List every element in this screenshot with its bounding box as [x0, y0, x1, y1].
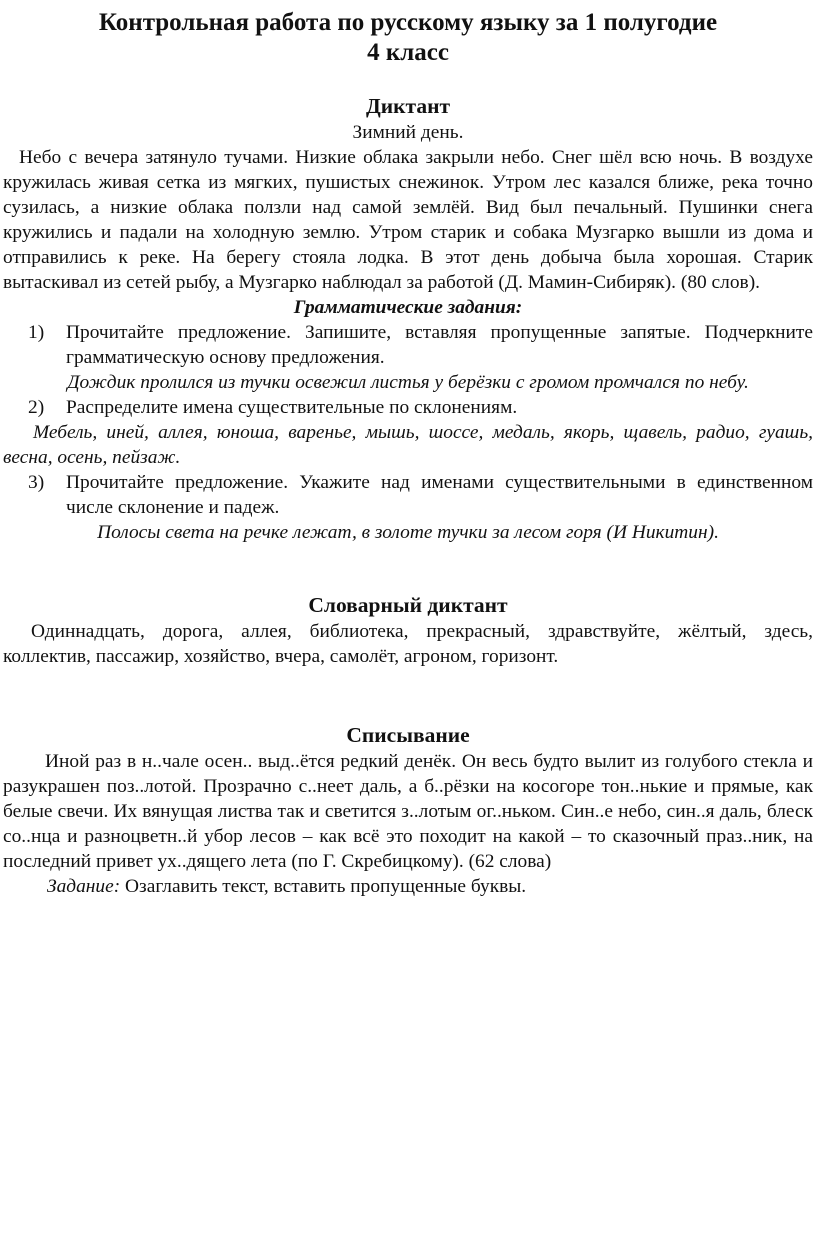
dictation-section: [3, 92, 813, 295]
grammar-section: [3, 295, 813, 545]
task-number: 2): [28, 397, 45, 418]
grammar-task-3: [3, 470, 813, 520]
copying-section: [3, 721, 813, 899]
dictation-subtitle: Зимний день.: [352, 122, 464, 143]
task-instruction: Прочитайте предложение. Запишите, вставляя пропущенные запятые. Подчеркните грамматическую основу предложения.: [66, 322, 813, 368]
vocabulary-heading: Словарный диктант: [308, 593, 508, 617]
page-title-line-1: Контрольная работа по русскому языку за 1 полугодие: [98, 9, 718, 36]
task-text: Озаглавить текст, вставить пропущенные буквы.: [125, 876, 527, 897]
grammar-heading: Грамматические задания:: [293, 297, 523, 318]
vocabulary-section: [3, 591, 813, 669]
task-number: 1): [28, 322, 45, 343]
task-example: Полосы света на речке лежат, в золоте тучки за лесом горя (И Никитин).: [97, 522, 719, 543]
task-number: 3): [28, 472, 45, 493]
task-label: Задание:: [47, 876, 121, 897]
task-example: Мебель, иней, аллея, юноша, варенье, мышь, шоссе, медаль, якорь, щавель, радио, гуашь, весна, осень, пейзаж.: [3, 422, 813, 468]
dictation-text: Небо с вечера затянуло тучами. Низкие облака закрыли небо. Снег шёл всю ночь. В воздухе кружилась живая сетка из мягких, пушистых снежинок. Утром лес казался ближе, река точно сузилась, а низкие облака ползли над самой землёй. Вид был печальный. Пушинки снега кружились и падали на холодную землю. Утром старик и собака Музгарко вышли из дома и отправились к реке. На берегу стояла лодка. В этот день добыча была хорошая. Старик вытаскивал из сетей рыбу, а Музгарко наблюдал за работой (Д. Мамин-Сибиряк). (80 слов).: [3, 147, 813, 293]
copying-task: [3, 874, 813, 899]
copying-text: Иной раз в н..чале осен.. выд..ётся редкий денёк. Он весь будто вылит из голубого стекла и разукрашен поз..лотой. Прозрачно с..неет даль, а б..рёзки на косогоре тон..нькие и прямые, как белые свечи. Их вянущая листва так и светится з..лотым ог..ньком. Син..е небо, син..я даль, блеск со..нца и разноцветн..й убор лесов – как всё это походит на какой – то сказочный праз..ник, на последний привет ух..дящего лета (по Г. Скребицкому). (62 слова): [3, 751, 813, 872]
dictation-heading: Диктант: [365, 94, 451, 118]
vocabulary-text: Одиннадцать, дорога, аллея, библиотека, прекрасный, здравствуйте, жёлтый, здесь, коллектив, пассажир, хозяйство, вчера, самолёт, агроном, горизонт.: [3, 621, 813, 667]
task-example: Дождик пролился из тучки освежил листья у берёзки с громом промчался по небу.: [67, 372, 749, 393]
copying-heading: Списывание: [346, 723, 470, 747]
task-instruction: Распределите имена существительные по склонениям.: [66, 397, 518, 418]
grammar-task-2: [3, 395, 813, 420]
page-title-line-2: 4 класс: [367, 39, 449, 66]
task-instruction: Прочитайте предложение. Укажите над именами существительными в единственном числе склонение и падеж.: [66, 472, 813, 518]
grammar-task-1: [3, 320, 813, 370]
